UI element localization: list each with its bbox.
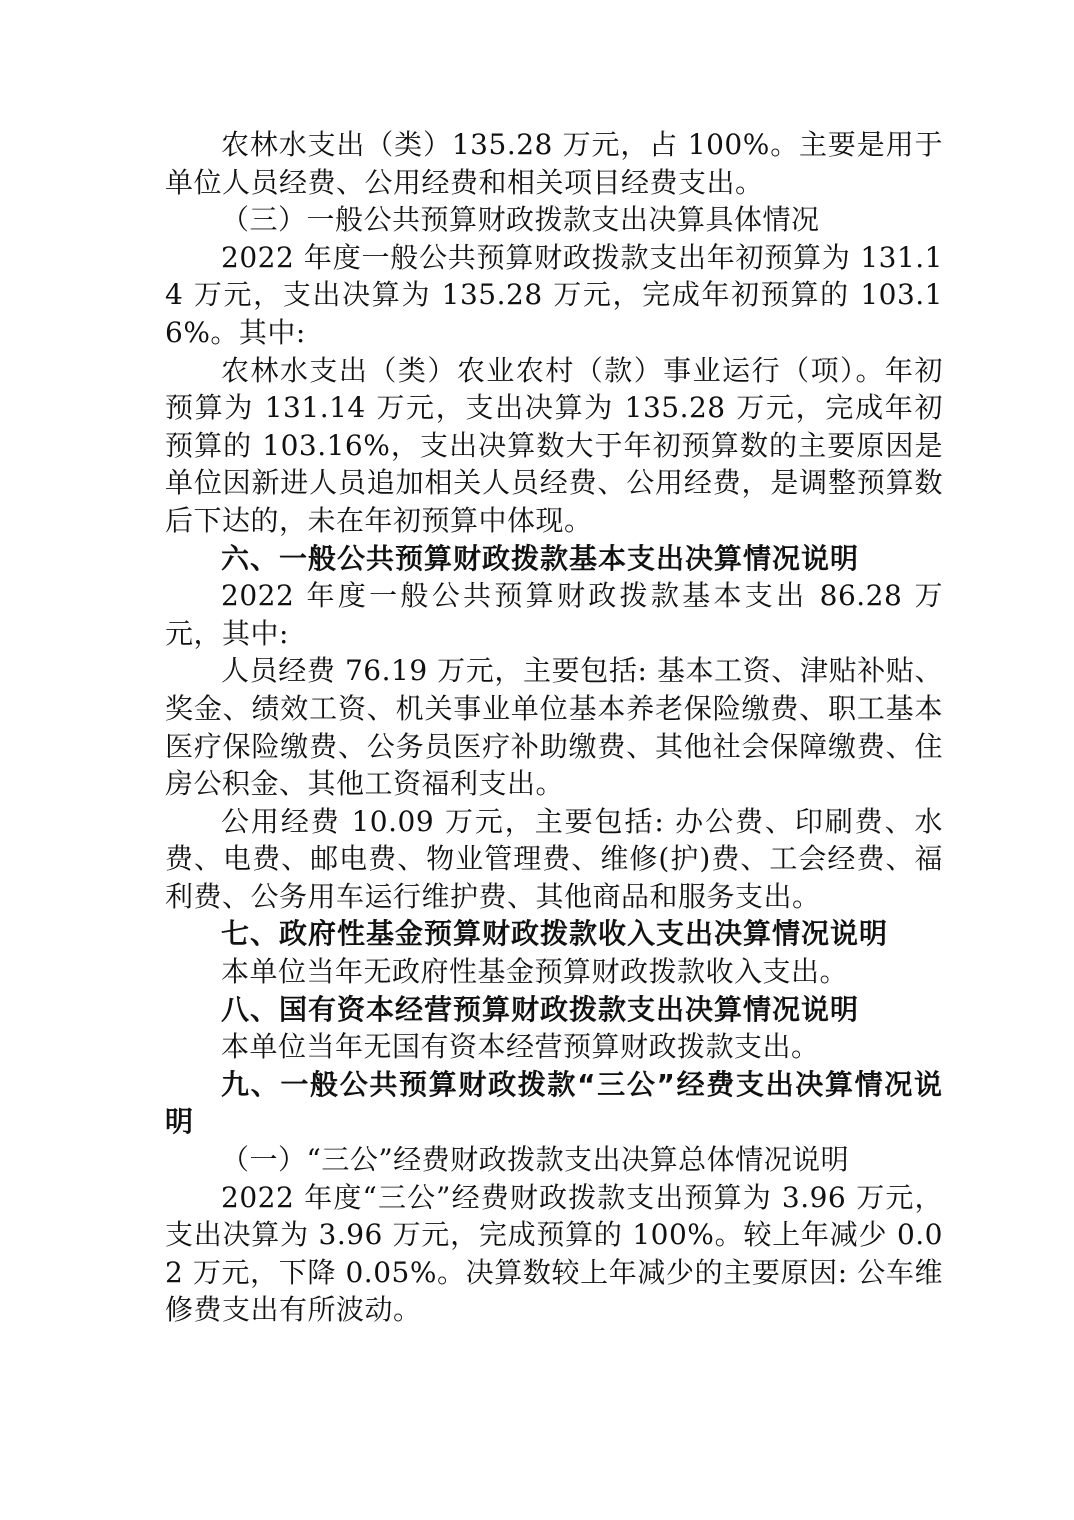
paragraph-three-public-expense: 2022 年度“三公”经费财政拨款支出预算为 3.96 万元，支出决算为 3.96 万元，完成预算的 100%。较上年减少 0.02 万元，下降 0.05%。决算数较上年减少的主要原因: 公车维修费支出有所波动。 (165, 1180, 943, 1327)
paragraph-public-expense: 公用经费 10.09 万元，主要包括: 办公费、印刷费、水费、电费、邮电费、物业管理费、维修(护)费、工会经费、福利费、公务用车运行维护费、其他商品和服务支出。 (165, 804, 943, 913)
paragraph-agri-expense: 农林水支出（类）135.28 万元，占 100%。主要是用于单位人员经费、公用经费和相关项目经费支出。 (165, 128, 943, 199)
paragraph-basic-expense-total: 2022 年度一般公共预算财政拨款基本支出 86.28 万元，其中: (165, 579, 943, 650)
paragraph-no-state-capital: 本单位当年无国有资本经营预算财政拨款支出。 (221, 1030, 820, 1064)
document-body (165, 126, 943, 1329)
paragraph-2022-budget-summary: 2022 年度一般公共预算财政拨款支出年初预算为 131.14 万元，支出决算为 135.28 万元，完成年初预算的 103.16%。其中: (165, 240, 943, 349)
paragraph-agri-operation-detail: 农林水支出（类）农业农村（款）事业运行（项）。年初预算为 131.14 万元，支出决算为 135.28 万元，完成年初预算的 103.16%，支出决算数大于年初预算数的主要原因是单位因新进人员追加相关人员经费、公用经费，是调整预算数后下达的，未在年初预算中体现。 (165, 353, 943, 537)
paragraph-no-fund-budget: 本单位当年无政府性基金预算财政拨款收入支出。 (221, 955, 849, 989)
subheading-general-budget-detail: （三）一般公共预算财政拨款支出决算具体情况 (221, 203, 820, 237)
heading-section-6: 六、一般公共预算财政拨款基本支出决算情况说明 (221, 541, 860, 575)
heading-section-8: 八、国有资本经营预算财政拨款支出决算情况说明 (221, 992, 860, 1026)
subheading-three-public-overview: （一）“三公”经费财政拨款支出决算总体情况说明 (221, 1143, 850, 1177)
paragraph-personnel-expense: 人员经费 76.19 万元，主要包括: 基本工资、津贴补贴、奖金、绩效工资、机关事业单位基本养老保险缴费、职工基本医疗保险缴费、公务员医疗补助缴费、其他社会保障缴费、住房公积金、其他工资福利支出。 (165, 654, 943, 801)
heading-section-7: 七、政府性基金预算财政拨款收入支出决算情况说明 (221, 917, 889, 951)
heading-section-9: 九、一般公共预算财政拨款“三公”经费支出决算情况说明 (165, 1067, 943, 1139)
